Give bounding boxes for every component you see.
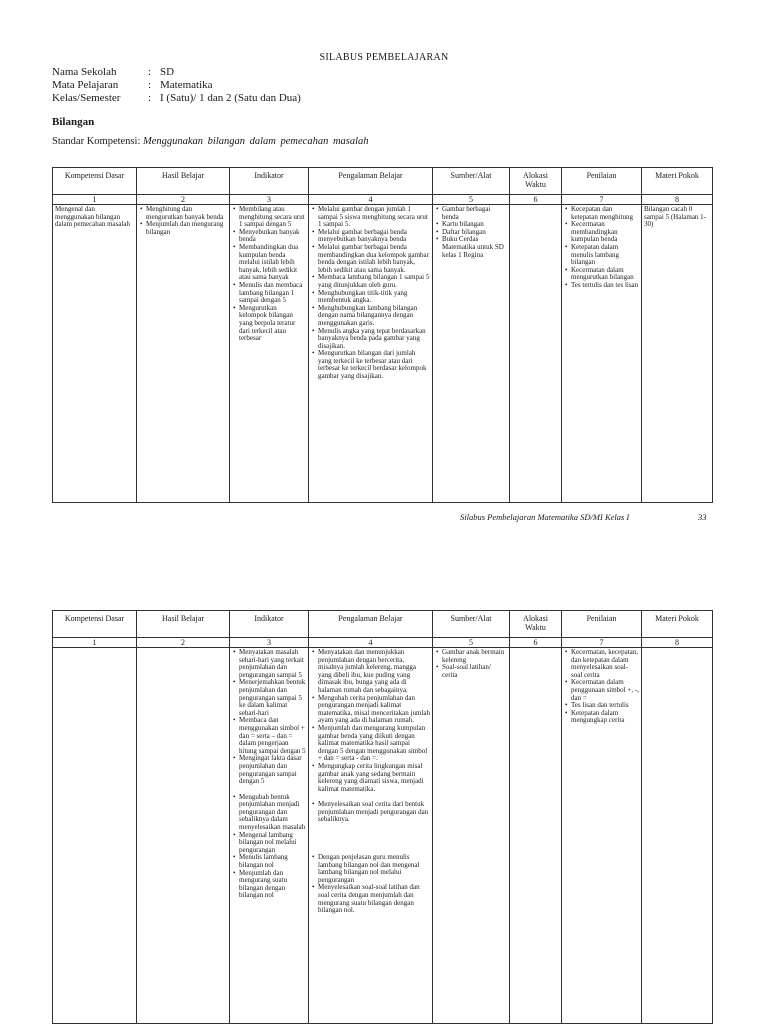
meta-row-subject: Mata Pelajaran : Matematika	[52, 79, 213, 91]
meta-value: SD	[160, 66, 175, 78]
cell-materi	[642, 648, 713, 1024]
list-item: • Menyatakan dan menunjukkan penjumlahan dengan bercerita, misalnya jumlah kelereng, mangga yang dibeli ibu, kue puding yang dimasak ibu, bunga yang ada di halaman rumah dan sebagainya.	[318, 649, 430, 695]
list-item: • Soal-soal latihan/ cerita	[442, 664, 507, 679]
header-row	[53, 611, 713, 638]
col-header: Hasil Belajar	[137, 611, 230, 638]
standard-label: Standar Kompetensi:	[52, 136, 141, 147]
col-number: 7	[562, 638, 642, 648]
list-item: • Mengungkap cerita lingkungan misal gambar anak yang sedang bermain kelereng yang diamati siswa, menjadi kalimat matematika.	[318, 763, 430, 793]
list-item: • Kartu bilangan	[442, 221, 507, 229]
col-header: Penilaian	[562, 611, 642, 638]
cell-sumber	[433, 205, 510, 503]
col-number: 1	[53, 195, 137, 205]
col-number: 1	[53, 638, 137, 648]
meta-row-class: Kelas/Semester : I (Satu)/ 1 dan 2 (Satu dan Dua)	[52, 92, 301, 104]
cell-kompetensi: Mengenal dan menggunakan bilangan dalam pemecahan masalah	[53, 205, 137, 503]
list-item: • Mengurutkan kelompok bilangan yang berpola teratur dari terkecil atau terbesar	[239, 305, 306, 343]
list-item: • Buku Cerdas Matematika untuk SD kelas 1 Regina	[442, 236, 507, 259]
list-item: • Daftar bilangan	[442, 229, 507, 237]
cell-indikator	[230, 648, 309, 1024]
cell-penilaian	[562, 648, 642, 1024]
list-item: • Menjumlah dan mengurang kumpulan gambar benda yang diikuti dengan kalimat matematika hasil sampai dengan 5 dengan menggunakan simbol + dan = serta - dan =.	[318, 725, 430, 763]
list-item: • Kecepatan dan ketepatan menghitung	[571, 206, 639, 221]
col-header: Sumber/Alat	[433, 611, 510, 638]
list-item: • Tes tertulis dan tes lisan	[571, 282, 639, 290]
meta-value: I (Satu)/ 1 dan 2 (Satu dan Dua)	[160, 92, 301, 104]
list-item: • Melalui gambar berbagai benda membandingkan dua kelompok gambar benda dengan istilah lebih banyak, lebih sedikit atau sama banyak.	[318, 244, 430, 274]
cell-hasil	[137, 648, 230, 1024]
number-row	[53, 195, 713, 205]
list-item: • Menulis lambang bilangan nol	[239, 854, 306, 869]
list-item: • Mengubah cerita penjumlahan dan pengurangan menjadi kalimat matematika, misal menceritakan jumlah ayam yang ada di halaman rumah.	[318, 695, 430, 725]
content-row	[53, 648, 713, 1024]
list-item: • Menjumlah dan mengurang bilangan	[146, 221, 227, 236]
cell-alokasi	[510, 648, 562, 1024]
col-number: 2	[137, 195, 230, 205]
list-item: • Ketepatan dalam menulis lambang bilangan	[571, 244, 639, 267]
cell-alokasi	[510, 205, 562, 503]
syllabus-table-1	[52, 167, 713, 503]
number-row	[53, 638, 713, 648]
list-item: • Mengubah bentuk penjumlahan menjadi pengurangan dan sebaliknya dalam menyelesaikan masalah	[239, 794, 306, 832]
col-header: Hasil Belajar	[137, 168, 230, 195]
list-item: • Mengingat fakta dasar penjumlahan dan pengurangan sampai dengan 5	[239, 755, 306, 785]
list-item: • Menghubungkan lambang bilangan dengan nama bilangannya dengan menggunakan garis.	[318, 305, 430, 328]
meta-key: Mata Pelajaran	[52, 79, 119, 91]
list-item: • Dengan penjelasan guru menulis lambang bilangan nol dan mengenal lambang bilangan nol melalui pengurangan	[318, 854, 430, 884]
cell-kompetensi	[53, 648, 137, 1024]
cell-pengalaman	[309, 205, 433, 503]
list-item: • Menulis dan membaca lambang bilangan 1 sampai dengan 5	[239, 282, 306, 305]
list-item: • Ketepatan dalam mengungkap cerita	[571, 710, 639, 725]
col-number: 4	[309, 638, 433, 648]
page-number: 33	[698, 512, 707, 522]
col-header: Indikator	[230, 611, 309, 638]
list-item: • Kecermatan, kecepatan, dan ketepatan dalam menyelesaikan soal-soal cerita	[571, 649, 639, 679]
list-item: • Menyelesaikan soal cerita dari bentuk penjumlahan menjadi pengurangan dan sebaliknya.	[318, 801, 430, 824]
standard-value: Menggunakan bilangan dalam pemecahan masalah	[142, 136, 369, 147]
list-item: • Kecermatan dalam mengurutkan bilangan	[571, 267, 639, 282]
meta-value: Matematika	[160, 79, 213, 91]
col-number: 4	[309, 195, 433, 205]
col-number: 3	[230, 195, 309, 205]
list-item: • Gambar berbagai benda	[442, 206, 507, 221]
list-item: • Kecermatan dalam penggunaan simbol +, -, dan =	[571, 679, 639, 702]
cell-pengalaman	[309, 648, 433, 1024]
school-info	[52, 66, 301, 105]
header-row	[53, 168, 713, 195]
list-item: • Membaca dan menggunakan simbol + dan = serta – dan = dalam pengerjaan hitung sampai dengan 5	[239, 717, 306, 755]
document-title: SILABUS PEMBELAJARAN	[319, 52, 449, 63]
list-item: • Tes lisan dan tertulis	[571, 702, 639, 710]
col-number: 5	[433, 195, 510, 205]
standard-competency	[52, 136, 369, 147]
list-item: • Menyatakan masalah sehari-hari yang terkait penjumlahan dan pengurangan sampai 5	[239, 649, 306, 679]
list-item: • Menghitung dan mengurutkan banyak benda	[146, 206, 227, 221]
meta-key: Kelas/Semester	[52, 92, 121, 104]
meta-row-school: Nama Sekolah : SD	[52, 66, 175, 78]
col-header: Alokasi Waktu	[510, 168, 562, 195]
col-number: 7	[562, 195, 642, 205]
col-number: 8	[642, 195, 713, 205]
list-item: • Menyebutkan banyak benda	[239, 229, 306, 244]
list-item: • Membandingkan dua kumpulan benda melalui istilah lebih banyak, lebih sedikit atau sama banyak	[239, 244, 306, 282]
col-number: 5	[433, 638, 510, 648]
col-number: 3	[230, 638, 309, 648]
list-item: • Melalui gambar berbagai benda menyebutkan banyaknya benda	[318, 229, 430, 244]
col-header: Penilaian	[562, 168, 642, 195]
page-footer: Silabus Pembelajaran Matematika SD/MI Kelas I	[460, 512, 630, 522]
cell-sumber	[433, 648, 510, 1024]
col-header: Sumber/Alat	[433, 168, 510, 195]
list-item: • Menyelesaikan soal-soal latihan dan soal cerita dengan menjumlah dan mengurang suatu bilangan dengan bilangan nol.	[318, 884, 430, 914]
meta-key: Nama Sekolah	[52, 66, 117, 78]
list-item: • Menulis angka yang tepat berdasarkan banyaknya benda pada gambar yang disajikan.	[318, 328, 430, 351]
list-item: • Mengurutkan bilangan dari jumlah yang terkecil ke terbesar atau dari terbesar ke terkecil berdasar kelompok gambar yang disajikan.	[318, 350, 430, 380]
list-item: • Membaca lambang bilangan 1 sampai 5 yang ditunjukkan oleh guru.	[318, 274, 430, 289]
content-row	[53, 205, 713, 503]
col-header: Kompetensi Dasar	[53, 611, 137, 638]
cell-hasil	[137, 205, 230, 503]
col-number: 6	[510, 195, 562, 205]
list-item: • Membilang atau menghitung secara urut 1 sampai dengan 5	[239, 206, 306, 229]
col-number: 8	[642, 638, 713, 648]
list-item: • Melalui gambar dengan jumlah 1 sampai 5 siswa menghitung secara urut 1 sampai 5.	[318, 206, 430, 229]
col-header: Indikator	[230, 168, 309, 195]
list-item: • Gambar anak bermain kelereng	[442, 649, 507, 664]
list-item: • Mengenal lambang bilangan nol melalui pengurangan	[239, 832, 306, 855]
col-number: 2	[137, 638, 230, 648]
col-header: Pengalaman Belajar	[309, 168, 433, 195]
cell-materi: Bilangan cacah 0 sampai 5 (Halaman 1-30)	[642, 205, 713, 503]
list-item: • Menerjemahkan bentuk penjumlahan dan pengurangan sampai 5 ke dalam kalimat sehari-hari	[239, 679, 306, 717]
syllabus-table-2	[52, 610, 713, 1024]
col-header: Pengalaman Belajar	[309, 611, 433, 638]
cell-penilaian	[562, 205, 642, 503]
col-header: Alokasi Waktu	[510, 611, 562, 638]
col-number: 6	[510, 638, 562, 648]
list-item: • Menghubungkan titik-titik yang membentuk angka.	[318, 290, 430, 305]
list-item: • Kecermatan membandingkan kumpulan benda	[571, 221, 639, 244]
cell-indikator	[230, 205, 309, 503]
list-item: • Menjumlah dan mengurang suatu bilangan dengan bilangan nol	[239, 870, 306, 900]
section-heading: Bilangan	[52, 116, 95, 128]
col-header: Materi Pokok	[642, 168, 713, 195]
col-header: Kompetensi Dasar	[53, 168, 137, 195]
col-header: Materi Pokok	[642, 611, 713, 638]
